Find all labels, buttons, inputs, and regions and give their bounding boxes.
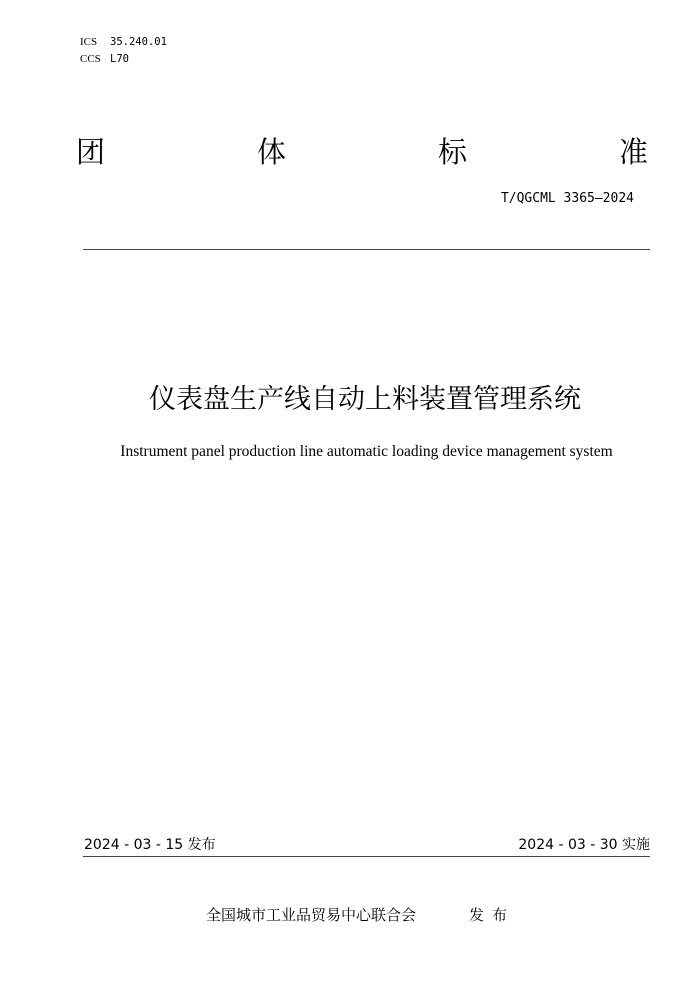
document-title-chinese: 仪表盘生产线自动上料装置管理系统 <box>149 384 581 415</box>
ccs-label: CCS <box>80 53 101 65</box>
ccs-code <box>80 51 167 68</box>
document-title-english: Instrument panel production line automatic loading device management system <box>120 443 613 460</box>
issuing-organization: 全国城市工业品贸易中心联合会 <box>206 906 417 924</box>
bottom-divider <box>83 856 650 857</box>
publish-date: 2024 - 03 - 15 发布 <box>84 837 216 853</box>
document-number: T/QGCML 3365—2024 <box>500 191 634 206</box>
doc-type-char: 准 <box>618 135 648 169</box>
ics-value: 35.240.01 <box>110 36 167 48</box>
classification-codes <box>80 34 167 68</box>
doc-type-char: 标 <box>437 135 467 169</box>
issue-label: 发布 <box>469 906 516 924</box>
ics-code <box>80 34 167 51</box>
implement-date: 2024 - 03 - 30 实施 <box>518 837 650 853</box>
doc-type-char: 团 <box>76 135 106 169</box>
doc-type-char: 体 <box>256 135 286 169</box>
ccs-value: L70 <box>110 53 129 65</box>
document-type-heading <box>76 132 648 172</box>
ics-label: ICS <box>80 36 98 48</box>
top-divider <box>83 249 650 250</box>
